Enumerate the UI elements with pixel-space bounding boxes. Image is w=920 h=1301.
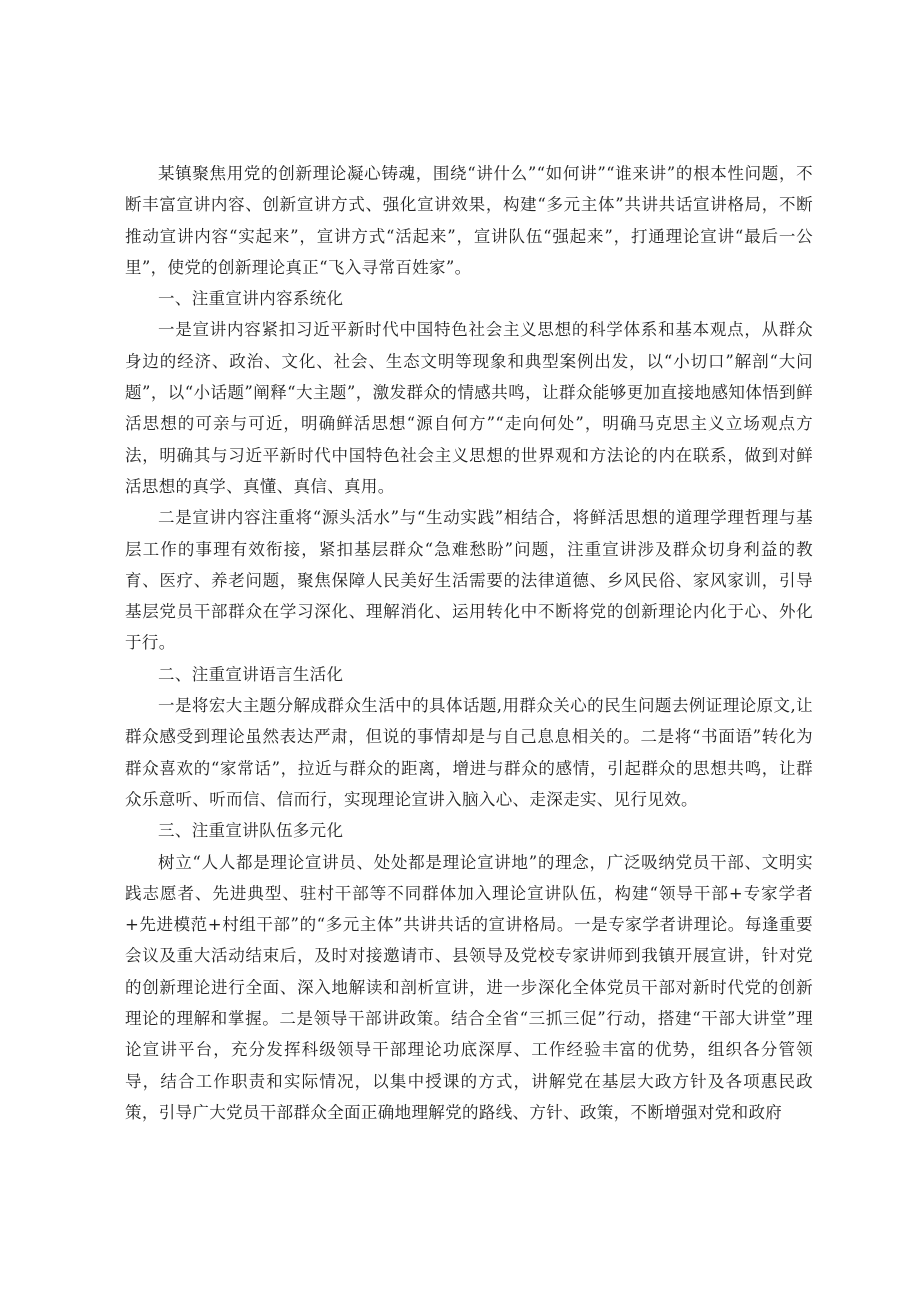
section-3-paragraph-1: 树立“人人都是理论宣讲员、处处都是理论宣讲地”的理念，广泛吸纳党员干部、文明实践志愿者、先进典型、驻村干部等不同群体加入理论宣讲队伍，构建“领导干部+专家学者+先进模范+村组干部”的“多元主体”共讲共话的宣讲格局。一是专家学者讲理论。每逢重要会议及重大活动结束后，及时对接邀请市、县领导及党校专家讲师到我镇开展宣讲，针对党的创新理论进行全面、深入地解读和剖析宣讲，进一步深化全体党员干部对新时代党的创新理论的理解和掌握。二是领导干部讲政策。结合全省“三抓三促”行动，搭建“干部大讲堂”理论宣讲平台，充分发挥科级领导干部理论功底深厚、工作经验丰富的优势，组织各分管领导，结合工作职责和实际情况，以集中授课的方式，讲解党在基层大政方针及各项惠民政策，引导广大党员干部群众全面正确地理解党的路线、方针、政策，不断增强对党和政府 bbox=[125, 852, 813, 1122]
section-heading-2: 二、注重宣讲语言生活化 bbox=[158, 664, 344, 684]
section-heading-1: 一、注重宣讲内容系统化 bbox=[158, 289, 344, 309]
section-2-paragraph-1: 一是将宏大主题分解成群众生活中的具体话题,用群众关心的民生问题去例证理论原文,让群众感受到理论虽然表达严肃，但说的事情却是与自己息息相关的。二是将“书面语”转化为群众喜欢的“家常话”，拉近与群众的距离，增进与群众的感情，引起群众的思想共鸣，让群众乐意听、听而信、信而行，实现理论宣讲入脑入心、走深走实、见行见效。 bbox=[125, 696, 813, 809]
section-1-paragraph-1: 一是宣讲内容紧扣习近平新时代中国特色社会主义思想的科学体系和基本观点，从群众身边的经济、政治、文化、社会、生态文明等现象和典型案例出发，以“小切口”解剖“大问题”，以“小话题”阐释“大主题”，激发群众的情感共鸣，让群众能够更加直接地感知体悟到鲜活思想的可亲与可近，明确鲜活思想“源自何方”“走向何处”，明确马克思主义立场观点方法，明确其与习近平新时代中国特色社会主义思想的世界观和方法论的内在联系，做到对鲜活思想的真学、真懂、真信、真用。 bbox=[125, 320, 813, 496]
section-heading-3: 三、注重宣讲队伍多元化 bbox=[158, 821, 344, 841]
section-1-paragraph-2: 二是宣讲内容注重将“源头活水”与“生动实践”相结合，将鲜活思想的道理学理哲理与基层工作的事理有效衔接，紧扣基层群众“急难愁盼”问题，注重宣讲涉及群众切身利益的教育、医疗、养老问题，聚焦保障人民美好生活需要的法律道德、乡风民俗、家风家训，引导基层党员干部群众在学习深化、理解消化、运用转化中不断将党的创新理论内化于心、外化于行。 bbox=[125, 508, 813, 653]
intro-paragraph: 某镇聚焦用党的创新理论凝心铸魂，围绕“讲什么”“如何讲”“谁来讲”的根本性问题，不断丰富宣讲内容、创新宣讲方式、强化宣讲效果，构建“多元主体”共讲共话宣讲格局，不断推动宣讲内容“实起来”，宣讲方式“活起来”，宣讲队伍“强起来”，打通理论宣讲“最后一公里”，使党的创新理论真正“飞入寻常百姓家”。 bbox=[125, 164, 813, 277]
document-body bbox=[125, 158, 813, 1128]
